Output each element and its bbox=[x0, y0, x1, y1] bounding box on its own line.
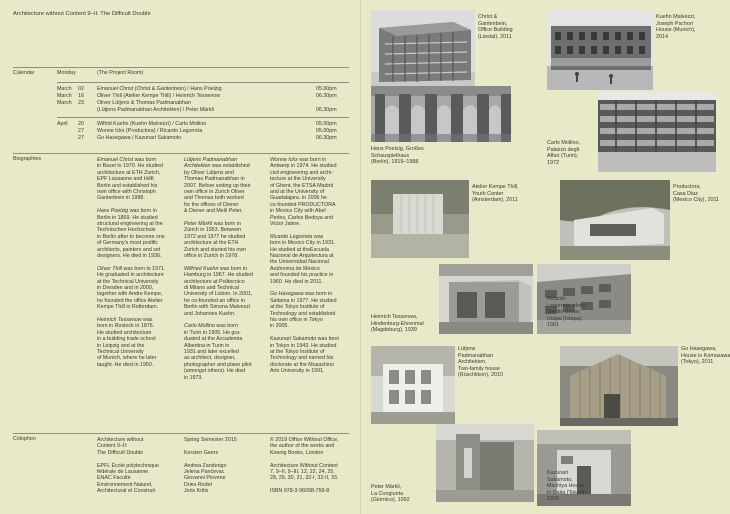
bio-text: was born in bbox=[297, 157, 327, 163]
bio-text: in Berlin after to become one bbox=[97, 233, 165, 240]
bio-text: own office in Zurich Oliver bbox=[184, 189, 245, 195]
bio-text: designers. He died in 1936. bbox=[97, 253, 162, 259]
calendar-event: Oliver Lütjens & Thomas Padmanabhan bbox=[97, 100, 191, 106]
bio-text: Kempe Thill in Rotterdam. bbox=[97, 304, 159, 311]
bio-text: Arts University in 1991. bbox=[270, 368, 325, 375]
bio-line bbox=[97, 304, 158, 310]
photo-lutjens-padmanabhan bbox=[371, 346, 455, 424]
bio-text: Berlin in 1869. He studied bbox=[97, 214, 158, 221]
left-page bbox=[0, 0, 360, 514]
bio-text: Albertina in Turin in bbox=[184, 342, 230, 349]
bio-text: in a building trade school bbox=[97, 336, 156, 343]
bio-text: at the Technical University bbox=[97, 278, 159, 285]
bio-line bbox=[97, 362, 153, 368]
bio-text: Nacional de Arquitectura at bbox=[270, 253, 334, 259]
colophon-line: the author of the works and bbox=[270, 443, 335, 450]
calendar-date: 23 bbox=[78, 100, 84, 106]
calendar-month: March bbox=[57, 100, 72, 106]
bio-text: was born in bbox=[303, 291, 333, 298]
bio-name: Heinrich Tessenow bbox=[97, 317, 142, 323]
bio-text: Technischen Hochschule bbox=[97, 227, 156, 234]
caption-peter-markli: Peter Märkli, La Congiunta (Giornico), 1992 bbox=[371, 484, 410, 504]
colophon-line: Spring Semester 2015 bbox=[184, 437, 237, 443]
bio-text: Zürich in 1953. Between bbox=[184, 227, 242, 234]
calendar-time: 05.00pm bbox=[316, 86, 337, 92]
bio-text: doctorate at the Musashino bbox=[270, 361, 334, 368]
bio-line bbox=[184, 311, 236, 317]
caption-carlo-mollino: Carlo Mollino, Palazzo degli Affari (Turin), 1972 bbox=[547, 140, 580, 166]
bio-text: 1931 and later excelled bbox=[184, 349, 239, 355]
calendar-time: 06.30pm bbox=[316, 93, 337, 99]
bio-text: was born bbox=[214, 323, 238, 330]
bio-name: Go Hasegawa bbox=[270, 291, 304, 298]
bio-text: Berlin and established his bbox=[97, 182, 158, 189]
bio-text: (amongst others). He died bbox=[184, 368, 246, 375]
caption-heinrich-tessenow: Heinrich Tessenow, Hindenburg-Ehrenmal (Magdeburg), 1939 bbox=[371, 314, 424, 334]
bio-text: born in Mexico City in 1931. bbox=[270, 240, 336, 247]
bio-text: was born in bbox=[212, 221, 241, 227]
bio-name: Wonne Ickx bbox=[270, 157, 298, 163]
bio-name: Emanuel Christ bbox=[97, 157, 134, 163]
calendar-date: 27 bbox=[78, 128, 84, 134]
bio-text: he founded the office Atelier bbox=[97, 297, 163, 304]
calendar-date: 16 bbox=[78, 93, 84, 99]
caption-atelier-kempe-thill: Atelier Kempe Thill, Youth Center (Amsterdam), 2011 bbox=[472, 184, 519, 204]
photo-christ-gantenbein bbox=[371, 10, 475, 96]
bio-name: Wilfried Kuehn bbox=[184, 265, 219, 272]
running-header: Architecture without Content 9–II: The Difficult Double bbox=[13, 11, 151, 17]
bio-text: tecture at the University bbox=[270, 176, 326, 183]
bio-name: Lütjens Padmanabhan bbox=[184, 157, 238, 163]
bio-text: of Germany's most prolific bbox=[97, 240, 159, 247]
bio-text: in Tokyo in 1943. He studied bbox=[270, 342, 337, 349]
bio-text: Zurich and started his own bbox=[184, 246, 247, 253]
calendar-month: March bbox=[57, 93, 72, 99]
caption-lutjens-padmanabhan: Lütjens Padmanabhan Architekten, Two-family house (Rüschlikon), 2010 bbox=[458, 346, 503, 379]
calendar-month: March bbox=[57, 86, 72, 92]
bio-text: for the offices of Diener bbox=[184, 201, 239, 208]
bio-name: Oliver Thill bbox=[97, 265, 123, 272]
bio-text: his own office in Tokyo bbox=[270, 317, 323, 323]
bio-text: Autónoma de México bbox=[270, 265, 320, 272]
colophon-line: Koenig Books, London bbox=[270, 449, 324, 456]
calendar-date: 02 bbox=[78, 86, 84, 92]
bio-text: and Johannes Kuehn. bbox=[184, 310, 236, 317]
bio-line bbox=[270, 368, 324, 374]
colophon-line: Architectural et Construit bbox=[97, 488, 155, 495]
bio-text: Victor Jaime. bbox=[270, 221, 301, 227]
bio-name: Hans Poelzig bbox=[97, 208, 129, 215]
bio-text: was bbox=[141, 317, 153, 323]
bio-text: was born in 1971. bbox=[122, 265, 166, 272]
bio-text: in 1973. bbox=[184, 374, 203, 381]
bio-line bbox=[184, 208, 243, 214]
bio-text: by Oliver Lütjens and bbox=[184, 169, 234, 176]
rule-calendar-april bbox=[57, 117, 349, 118]
colophon-line: Jelena Pančevac bbox=[184, 469, 225, 475]
photo-hans-poelzig bbox=[371, 86, 511, 142]
photo-heinrich-tessenow bbox=[439, 264, 533, 334]
bio-text: in Dresden and in 2000, bbox=[97, 285, 154, 291]
colophon-line: Giovanni Piovene bbox=[184, 475, 226, 482]
calendar-month: April bbox=[57, 121, 68, 127]
bio-line bbox=[97, 253, 162, 259]
caption-kuehn-malvezzi: Kuehn Malvezzi, Joseph Pschorr House (Munich), 2014 bbox=[656, 14, 696, 40]
bio-text: in Leipzig and at the bbox=[97, 342, 145, 349]
caption-christ-gantenbein: Christ & Gantenbein, Office Building (Liestal), 2011 bbox=[478, 14, 513, 40]
bio-text: co-founded PRODUCTORA bbox=[270, 201, 336, 208]
caption-productora: Productora, Casa Diaz (Mexico City), 2011 bbox=[673, 184, 720, 204]
photo-go-hasegawa bbox=[560, 346, 678, 426]
bio-text: born in Rostock in 1876. bbox=[97, 323, 155, 330]
calendar-day: Monday bbox=[57, 70, 76, 76]
bio-line bbox=[184, 375, 203, 381]
bio-name: Carlo Mollino bbox=[184, 323, 215, 330]
bio-text: was born bbox=[133, 157, 157, 163]
bio-text: architects, painters and set bbox=[97, 246, 161, 253]
bio-text: of Munich, where he later bbox=[97, 355, 157, 362]
colophon-line: Kersten Geers bbox=[184, 449, 219, 456]
bio-text: 2007. Before setting up their bbox=[184, 182, 251, 189]
bio-text: was born in bbox=[128, 208, 157, 215]
bio-text: EPF Lausanne and HdK bbox=[97, 176, 155, 183]
calendar-event: Wonne Ickx (Productora) / Ricardo Legorreta bbox=[97, 128, 203, 134]
caption-kazunari-sakamoto: Kazunari Sakamoto, Machiya House in Daita (Tokyo), 1976 bbox=[547, 470, 586, 503]
bio-text: 1960. He died in 2011. bbox=[270, 278, 323, 285]
colophon-line: © 2019 Office Without Office, bbox=[270, 437, 339, 443]
colophon-line: Dries Rodet bbox=[184, 481, 212, 488]
bio-text: architecture at Politecnico bbox=[184, 278, 245, 285]
colophon-line: 7, 9–II, 9–III, 12, 22, 24, 25, bbox=[270, 469, 335, 475]
rule-colophon bbox=[13, 433, 349, 434]
bio-text: architecture at ETH Zurich, bbox=[97, 169, 161, 176]
bio-text: He studied architecture bbox=[97, 329, 152, 336]
rule-biographies bbox=[13, 153, 349, 154]
bio-text: Technology and earned his bbox=[270, 355, 334, 362]
right-page bbox=[361, 0, 730, 514]
photo-peter-markli bbox=[436, 424, 534, 502]
calendar-date: 27 bbox=[78, 135, 84, 141]
photo-atelier-kempe-thill bbox=[371, 180, 469, 258]
biographies-label: Biographies bbox=[13, 156, 41, 162]
bio-name: Ricardo Legorreta bbox=[270, 233, 313, 240]
bio-line bbox=[97, 195, 145, 201]
bio-text: duated at the Accademia bbox=[184, 336, 243, 343]
bio-text: at the Tokyo Institute of bbox=[270, 304, 325, 311]
bio-text: was established bbox=[210, 163, 250, 170]
caption-ricardo-legorreta: Ricardo Legorreta, Hotel Westin Brisas Ixtapa (Ixtapa), 1981 bbox=[547, 296, 586, 329]
colophon-line: The Difficult Double bbox=[97, 449, 144, 456]
bio-line bbox=[270, 323, 289, 329]
calendar-event: Wilfrid Kuehn (Kuehn Malvezzi) / Carlo Mollino bbox=[97, 121, 207, 127]
colophon-line: Architecture without bbox=[97, 437, 144, 443]
calendar-time: 06.30pm bbox=[316, 107, 337, 113]
bio-text: was born in bbox=[218, 265, 247, 272]
bio-name: Peter Märkli bbox=[184, 221, 213, 227]
bio-line bbox=[184, 253, 239, 259]
bio-text: civil engineering and archi- bbox=[270, 169, 334, 176]
calendar-event: Emanuel Christ (Christ & Gantenbein) / Hans Poelzig bbox=[97, 86, 222, 92]
bio-text: Technology and established bbox=[270, 310, 336, 317]
bio-text: was bbox=[312, 233, 324, 240]
calendar-event: (Lütjens Padmanabhan Architekten) / Peter Märkli bbox=[97, 107, 214, 113]
bio-text: architecture at the ETH bbox=[184, 240, 239, 247]
bio-name: Kazunari Sakamoto bbox=[270, 336, 317, 343]
bio-text: was born bbox=[316, 336, 340, 343]
bio-text: he co-founded an office in bbox=[184, 297, 245, 304]
rule-calendar-sub bbox=[57, 82, 349, 83]
bio-text: in Mexico City with Abel bbox=[270, 208, 326, 215]
calendar-date: 20 bbox=[78, 121, 84, 127]
bio-text: at the Tokyo Institute of bbox=[270, 349, 325, 355]
colophon-line: Environnement Naturel, bbox=[97, 481, 153, 488]
bio-text: Antwerp in 1974. He studied bbox=[270, 163, 337, 170]
calendar-time: 06.30pm bbox=[316, 135, 337, 141]
bio-text: Hamburg in 1967. He studied bbox=[184, 272, 253, 279]
bio-text: 1972 and 1977 he studied bbox=[184, 233, 246, 240]
bio-text: He graduated in architecture bbox=[97, 272, 164, 279]
colophon-line: EPFL École polytechnique bbox=[97, 462, 159, 469]
bio-text: di Milano and Technical bbox=[184, 285, 239, 291]
bio-line bbox=[270, 279, 323, 285]
bio-text: in Basel in 1970. He studied bbox=[97, 163, 163, 170]
bio-text: and at the University of bbox=[270, 189, 325, 195]
colophon-line: Architecture Without Content bbox=[270, 462, 338, 469]
bio-text: Saitama in 1977. He studied bbox=[270, 297, 337, 304]
bio-text: in Turin in 1905. He gra- bbox=[184, 329, 241, 336]
colophon-line: ISBN 978-3-96098-759-8 bbox=[270, 488, 330, 495]
bio-text: & Diener and Meili Peter. bbox=[184, 208, 243, 215]
bio-text: photographer and plane pilot bbox=[184, 361, 252, 368]
bio-text: and Thomas both worked bbox=[184, 195, 244, 202]
bio-text: Guadalajara. In 2006 he bbox=[270, 195, 327, 202]
colophon-line: Content 9–II: bbox=[97, 443, 128, 450]
bio-text: taught. He died in 1950. bbox=[97, 361, 154, 368]
bio-text: Berlin with Simona Malvezzi bbox=[184, 304, 250, 311]
caption-go-hasegawa: Go Hasegawa, House in Komazawa (Tokyo), 2011 bbox=[681, 346, 730, 366]
bio-line bbox=[270, 221, 301, 227]
calendar-event: Go Hasegawa / Kazunari Sakamoto bbox=[97, 135, 182, 141]
bio-text: University of Lisbon. In 2001, bbox=[184, 291, 253, 298]
colophon-line: Andrea Zanderigo bbox=[184, 462, 227, 469]
photo-kuehn-malvezzi bbox=[547, 10, 653, 90]
bio-name: Architekten bbox=[184, 163, 211, 170]
caption-hans-poelzig: Hans Poelzig, Großes Schauspielhaus (Berlin), 1919–1988 bbox=[371, 146, 424, 166]
photo-carlo-mollino bbox=[598, 92, 716, 172]
bio-text: Technical University bbox=[97, 349, 144, 355]
colophon-line: fédérale de Lausanne bbox=[97, 469, 149, 475]
bio-text: office in Zurich in 1978. bbox=[184, 253, 239, 259]
bio-text: in 2005. bbox=[270, 323, 289, 330]
bio-text: He studied at theEscuela bbox=[270, 246, 329, 253]
bio-text: Gantenbein in 1998. bbox=[97, 195, 145, 202]
calendar-label: Calendar bbox=[13, 70, 35, 76]
bio-text: Thomas Padmanabhan in bbox=[184, 176, 245, 183]
bio-text: Perles, Carlos Bedoya and bbox=[270, 214, 334, 221]
colophon-label: Colophon bbox=[13, 436, 36, 442]
rule-calendar bbox=[13, 67, 349, 68]
colophon-line: 28, 29, 30, 31, 32-I, 32-II, 33. bbox=[270, 475, 339, 482]
bio-text: own office with Christoph bbox=[97, 189, 156, 195]
bio-text: structural engineering at the bbox=[97, 221, 163, 227]
calendar-event: Oliver Thill (Atelier Kempe Thill) / Heinrich Tessenow bbox=[97, 93, 221, 99]
colophon-line: Joris Kritis bbox=[184, 488, 209, 495]
bio-text: the Universidad Nacional bbox=[270, 259, 329, 266]
calendar-room: (The Project Room) bbox=[97, 70, 144, 76]
bio-text: of Ghent, the ETSA Madrid bbox=[270, 182, 334, 189]
bio-text: as architect, designer, bbox=[184, 355, 236, 362]
colophon-line: ENAC Faculté bbox=[97, 475, 131, 482]
bio-text: and founded his practice in bbox=[270, 272, 334, 279]
photo-productora bbox=[560, 180, 670, 260]
calendar-time: 05.00pm bbox=[316, 128, 337, 134]
calendar-time: 05.00pm bbox=[316, 121, 337, 127]
bio-text: together with Andre Kempe, bbox=[97, 291, 163, 298]
